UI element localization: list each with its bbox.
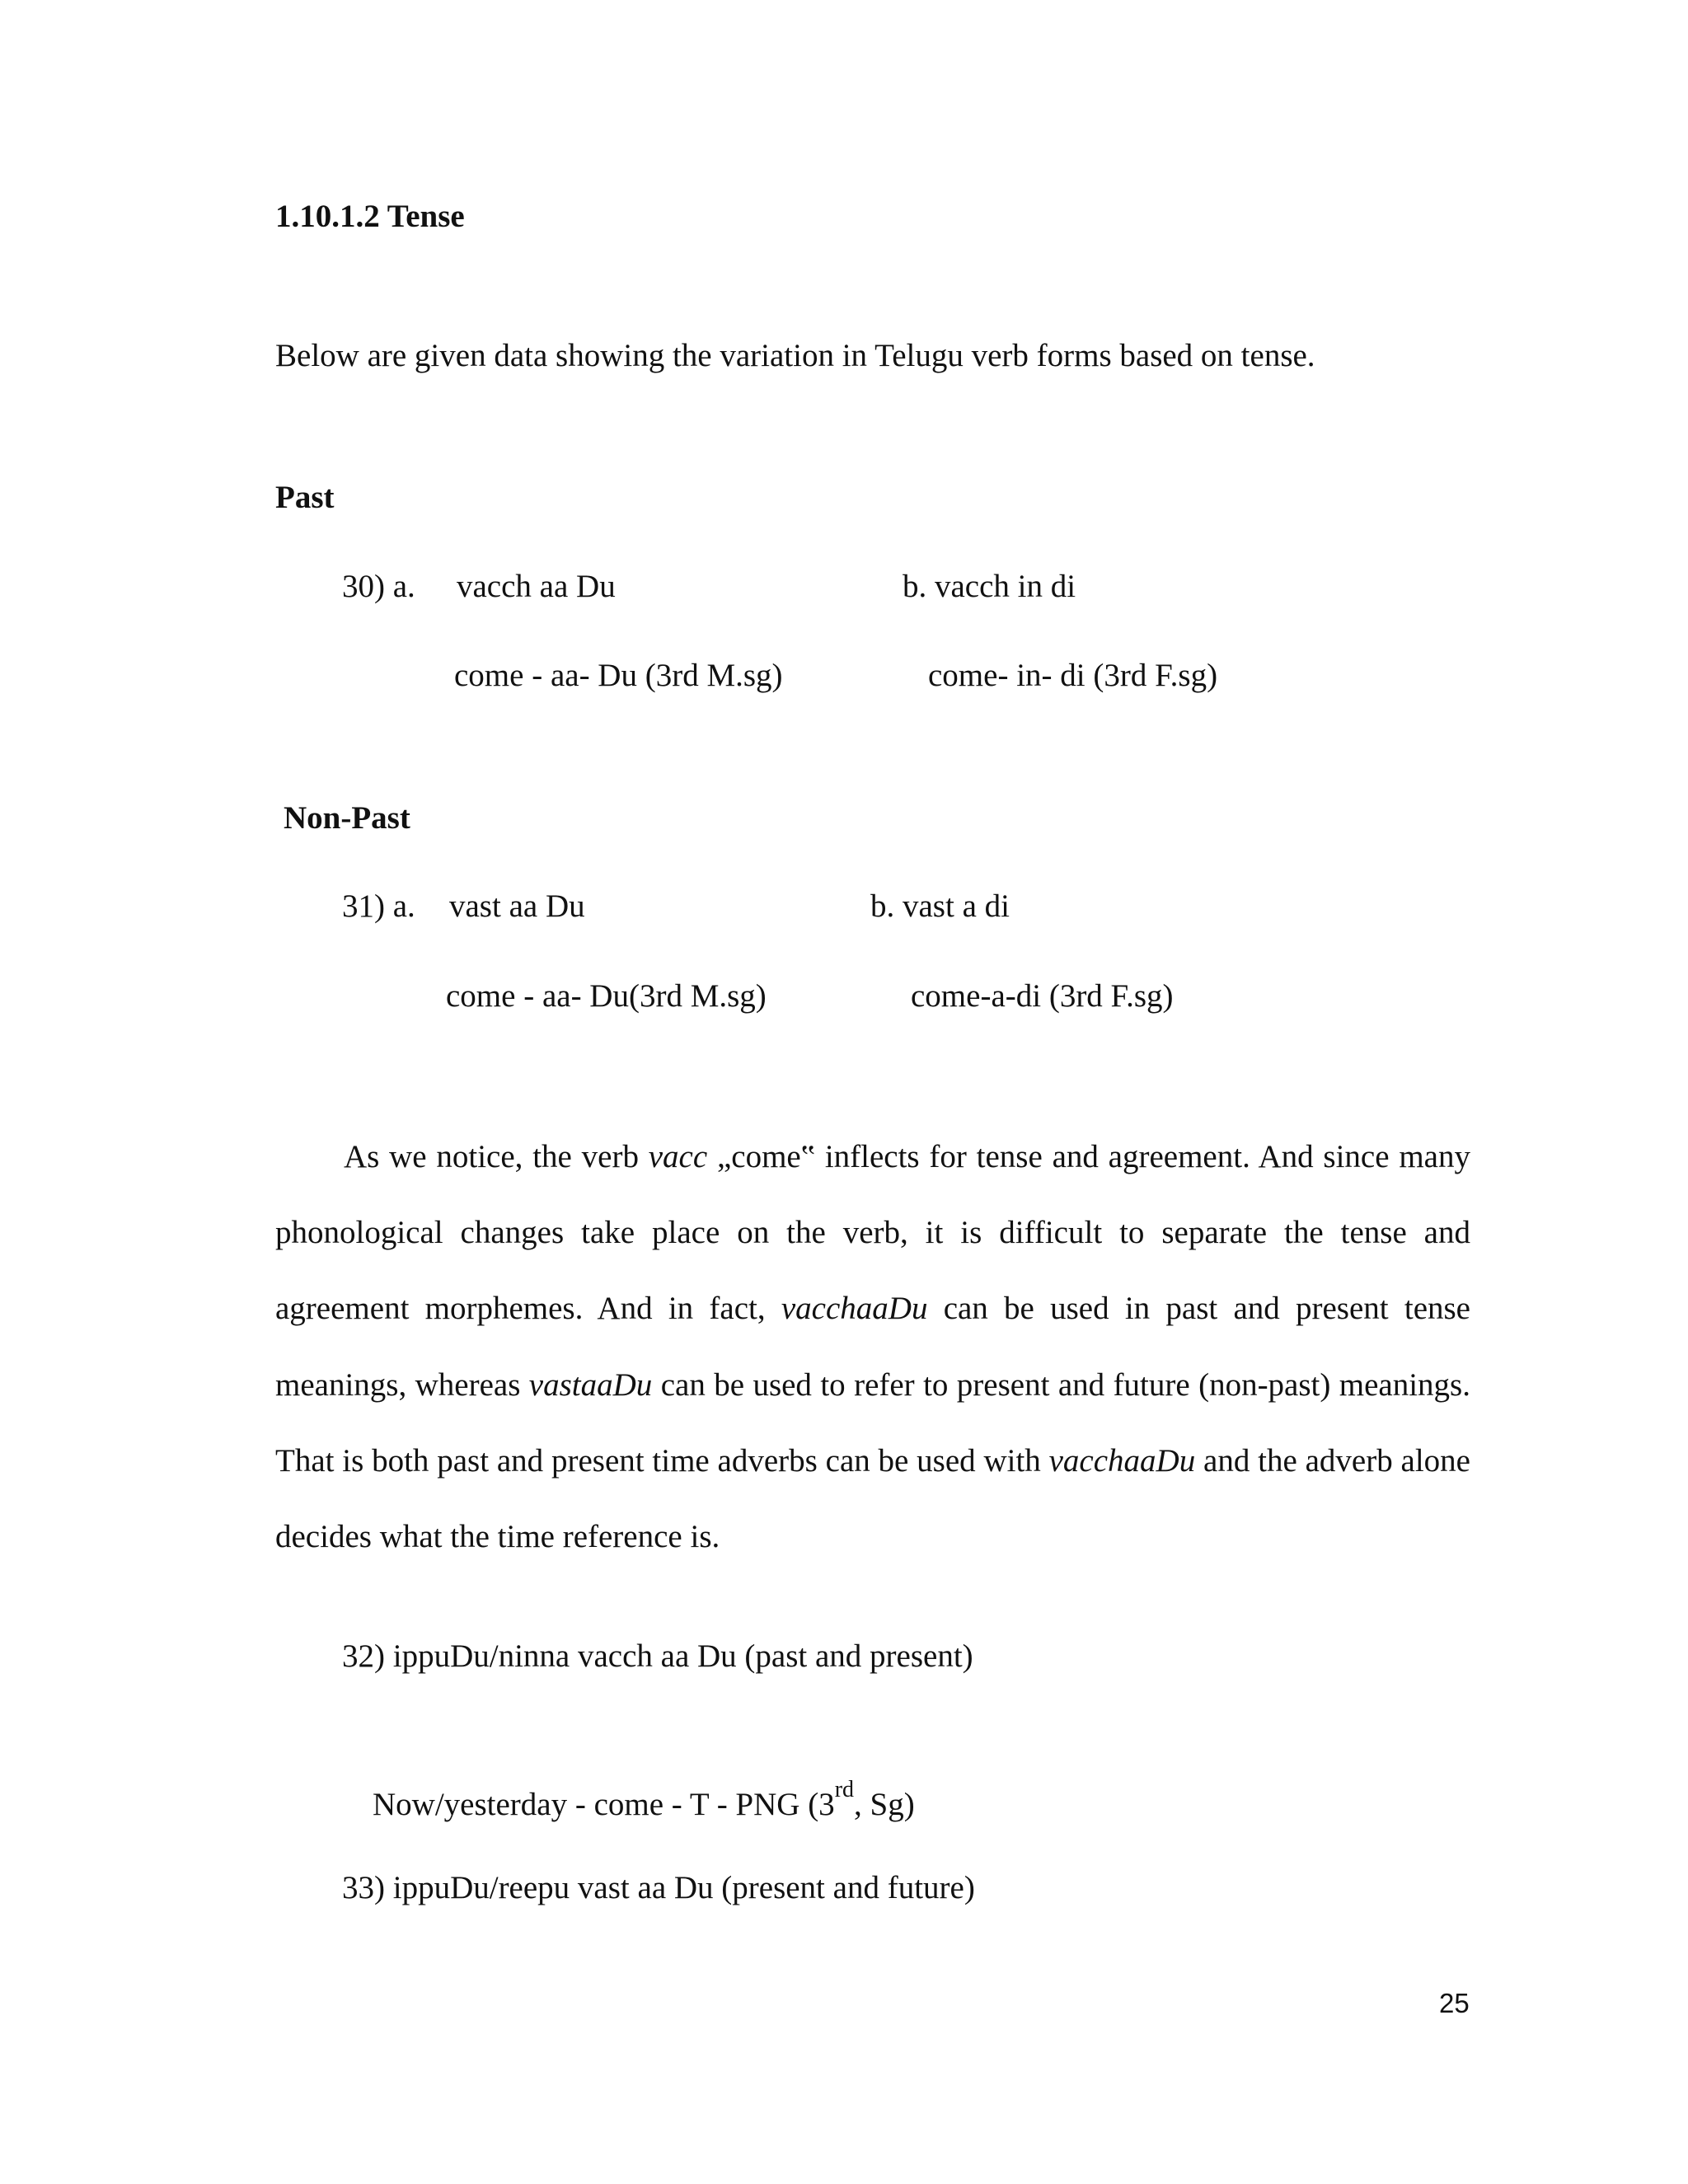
example-31a-form: vast aa Du [449, 888, 585, 924]
example-33-line: 33) ippuDu/reepu vast aa Du (present and future) [342, 1870, 975, 1905]
page-number: 25 [1439, 1988, 1470, 2018]
example-31a-gloss: come - aa- Du(3rd M.sg) [446, 978, 767, 1014]
non-past-label: Non-Past [284, 800, 410, 836]
section-heading: 1.10.1.2 Tense [275, 199, 465, 234]
example-31b-form: b. vast a di [870, 888, 1010, 924]
example-30b-form: b. vacch in di [903, 569, 1076, 604]
paragraph-text: can be used to refer to present and future (non-past) meanings. That is both past and present time adverbs can be used with [275, 1366, 1470, 1479]
discussion-paragraph [275, 1119, 1470, 1575]
paragraph-text: and the adverb alone decides what the time reference is. [275, 1442, 1470, 1555]
example-32-gloss [373, 1777, 915, 1822]
gloss-text: Now/yesterday - come - T - PNG (3 [373, 1787, 835, 1822]
example-30-number: 30) a. [342, 569, 415, 604]
term-vacc: vacc [648, 1139, 708, 1174]
example-31-number: 31) a. [342, 888, 415, 924]
paragraph-text: „come‟ inflects for tense and agreement. And since many phonological changes take place on the verb, it is difficult to separate the tense and agreement morphemes. And in fact, [275, 1139, 1470, 1327]
term-vastaadu: vastaaDu [528, 1366, 653, 1403]
paragraph-text: can be used in past and present tense meanings, whereas [275, 1291, 1470, 1403]
example-31b-gloss: come-a-di (3rd F.sg) [911, 978, 1174, 1014]
example-32-line: 32) ippuDu/ninna vacch aa Du (past and present) [342, 1638, 973, 1674]
past-label: Past [275, 480, 335, 515]
gloss-superscript: rd [834, 1777, 855, 1802]
example-30b-gloss: come- in- di (3rd F.sg) [928, 658, 1218, 693]
example-30a-form: vacch aa Du [457, 569, 616, 604]
intro-sentence: Below are given data showing the variation in Telugu verb forms based on tense. [275, 338, 1315, 373]
gloss-text: , Sg) [854, 1787, 915, 1822]
term-vacchaadu: vacchaaDu [1048, 1442, 1196, 1479]
example-30a-gloss: come - aa- Du (3rd M.sg) [454, 658, 783, 693]
paragraph-text: As we notice, the verb [344, 1139, 649, 1174]
term-vacchaadu: vacchaaDu [781, 1291, 928, 1327]
